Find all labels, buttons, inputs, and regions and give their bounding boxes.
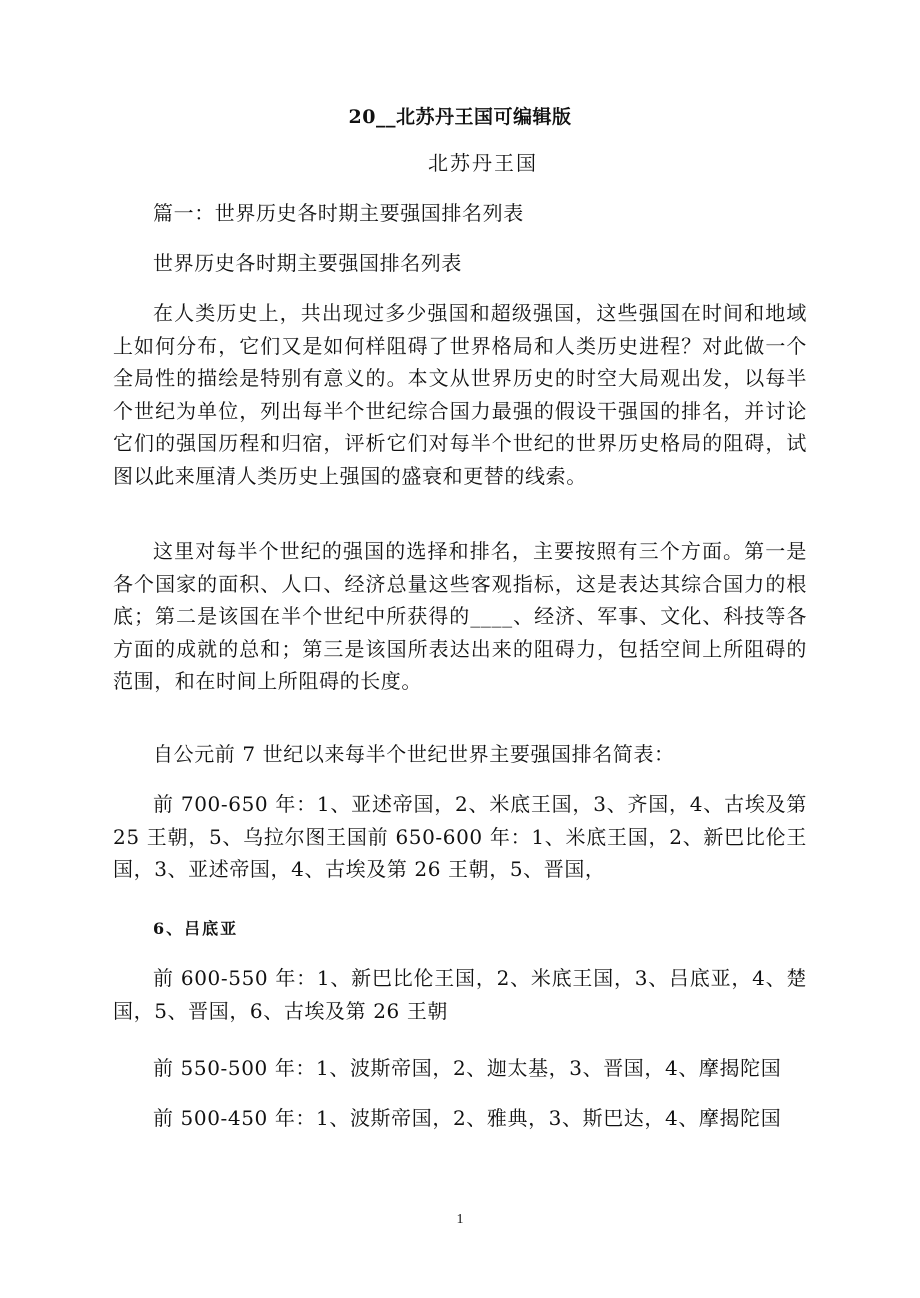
- heading-list-title: 世界历史各时期主要强国排名列表: [153, 251, 462, 275]
- paragraph-700-600bc: 前 700-650 年：1、亚述帝国，2、米底王国，3、齐国，4、古埃及第 25 王朝，5、乌拉尔图王国前 650-600 年：1、米底王国，2、新巴比伦王国，3、亚述帝国，4、古埃及第 26 王朝，5、晋国，: [113, 792, 807, 881]
- paragraph-550-500bc: 前 550-500 年：1、波斯帝国，2、迦太基，3、晋国，4、摩揭陀国: [153, 1056, 782, 1080]
- paragraph-intro: 在人类历史上，共出现过多少强国和超级强国，这些强国在时间和地域上如何分布，它们又是如何样阻碍了世界格局和人类历史进程？对此做一个全局性的描绘是特别有意义的。本文从世界历史的时空大局观出发，以每半个世纪为单位，列出每半个世纪综合国力最强的假设干强国的排名，并讨论它们的强国历程和归宿，评析它们对每半个世纪的世界历史格局的阻碍，试图以此来厘清人类历史上强国的盛衰和更替的线索。: [113, 301, 807, 488]
- document-title: 20__北苏丹王国可编辑版: [348, 106, 572, 128]
- paragraph-500-450bc: 前 500-450 年：1、波斯帝国，2、雅典，3、斯巴达，4、摩揭陀国: [153, 1106, 782, 1130]
- heading-part-one: 篇一：世界历史各时期主要强国排名列表: [153, 201, 524, 225]
- paragraph-600-550bc: 前 600-550 年：1、新巴比伦王国，2、米底王国，3、吕底亚，4、楚国，5、晋国，6、古埃及第 26 王朝: [113, 966, 807, 1023]
- document-subtitle: 北苏丹王国: [428, 151, 538, 175]
- paragraph-lydia: 6、吕底亚: [153, 919, 239, 938]
- page-number: 1: [456, 1212, 464, 1227]
- paragraph-criteria: 这里对每半个世纪的强国的选择和排名，主要按照有三个方面。第一是各个国家的面积、人口、经济总量这些客观指标，这是表达其综合国力的根底；第二是该国在半个世纪中所获得的____、经济、军事、文化、科技等各方面的成就的总和；第三是该国所表达出来的阻碍力，包括空间上所阻碍的范围，和在时间上所阻碍的长度。: [113, 539, 807, 693]
- paragraph-table-intro: 自公元前 7 世纪以来每半个世纪世界主要强国排名简表：: [153, 742, 675, 766]
